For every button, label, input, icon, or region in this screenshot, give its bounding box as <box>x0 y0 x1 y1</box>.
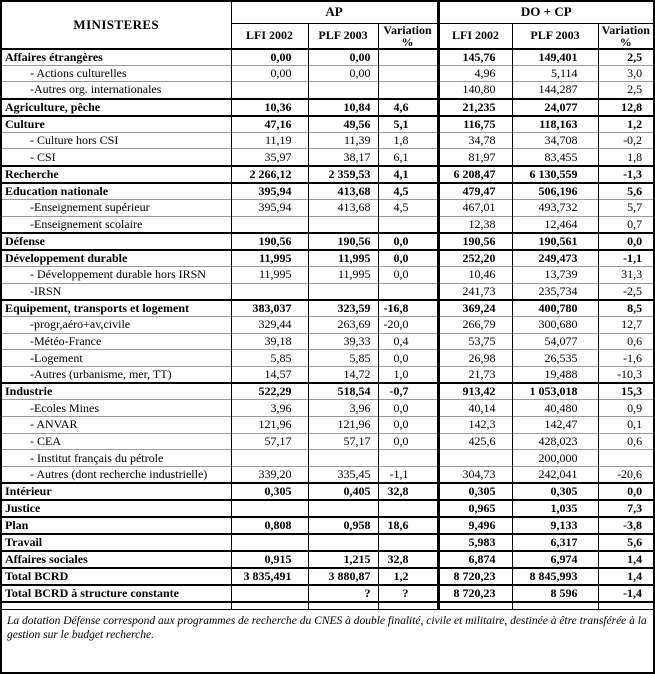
cell-do-variation: 0,6 <box>598 333 653 350</box>
cell-do-variation: 0,7 <box>598 216 653 233</box>
group-header-row <box>2 2 653 23</box>
table-row <box>2 367 653 384</box>
cell-do-plf-2003: 1 053,018 <box>512 383 598 400</box>
cell-do-lfi-2002: 9,496 <box>438 517 512 534</box>
cell-ap-plf-2003: 263,69 <box>308 316 378 333</box>
table-row <box>2 199 653 216</box>
cell-ap-plf-2003: 0,00 <box>308 65 378 82</box>
cell-ap-variation: -0,7 <box>378 383 438 400</box>
row-label: - CSI <box>2 149 231 166</box>
cell-do-plf-2003: 506,196 <box>512 183 598 200</box>
cell-ap-lfi-2002: 522,29 <box>231 383 308 400</box>
cell-do-lfi-2002: 40,14 <box>438 400 512 417</box>
cell-do-plf-2003: 149,401 <box>512 49 598 66</box>
cell-do-lfi-2002: 26,98 <box>438 350 512 367</box>
cell-ap-plf-2003: 2 359,53 <box>308 166 378 183</box>
cell-do-variation: 2,5 <box>598 82 653 99</box>
cell-do-variation: -2,5 <box>598 283 653 300</box>
cell-ap-plf-2003: 413,68 <box>308 183 378 200</box>
cell-do-variation: -0,2 <box>598 132 653 149</box>
table-row <box>2 585 653 602</box>
table-row <box>2 266 653 283</box>
cell-do-lfi-2002: 8 720,23 <box>438 568 512 585</box>
row-label: -Logement <box>2 350 231 367</box>
cell-do-lfi-2002: 21,73 <box>438 367 512 384</box>
cell-do-plf-2003: 428,023 <box>512 433 598 450</box>
cell-do-variation: -1,4 <box>598 585 653 602</box>
cell-ap-lfi-2002: 0,915 <box>231 551 308 568</box>
spacer-cell <box>2 602 231 609</box>
cell-ap-lfi-2002 <box>231 585 308 602</box>
cell-do-plf-2003: 24,077 <box>512 99 598 116</box>
table-row <box>2 82 653 99</box>
cell-do-plf-2003: 83,455 <box>512 149 598 166</box>
cell-ap-variation <box>378 216 438 233</box>
table-row <box>2 183 653 200</box>
col-header-do-plf-2003: PLF 2003 <box>512 23 598 49</box>
spacer-cell <box>378 602 438 609</box>
cell-ap-lfi-2002: 5,85 <box>231 350 308 367</box>
cell-do-lfi-2002: 6 208,47 <box>438 166 512 183</box>
cell-ap-variation: -16,8 <box>378 300 438 317</box>
table-row <box>2 534 653 551</box>
cell-do-variation: 0,9 <box>598 400 653 417</box>
cell-ap-lfi-2002 <box>231 216 308 233</box>
cell-ap-variation: 1,2 <box>378 568 438 585</box>
cell-do-plf-2003: 1,035 <box>512 500 598 517</box>
cell-ap-variation <box>378 82 438 99</box>
cell-ap-plf-2003: 190,56 <box>308 233 378 250</box>
cell-ap-plf-2003 <box>308 450 378 467</box>
cell-do-lfi-2002: 81,97 <box>438 149 512 166</box>
cell-do-plf-2003: 8 596 <box>512 585 598 602</box>
cell-ap-lfi-2002: 35,97 <box>231 149 308 166</box>
row-label: - Développement durable hors IRSN <box>2 266 231 283</box>
cell-ap-plf-2003: 39,33 <box>308 333 378 350</box>
cell-ap-plf-2003: 11,995 <box>308 250 378 267</box>
cell-do-variation <box>598 450 653 467</box>
col-group-do-cp: DO + CP <box>438 2 653 23</box>
row-label: Travail <box>2 534 231 551</box>
table-row <box>2 333 653 350</box>
spacer-row <box>2 602 653 609</box>
cell-ap-lfi-2002 <box>231 82 308 99</box>
percent-label: % <box>401 34 414 49</box>
cell-do-plf-2003: 40,480 <box>512 400 598 417</box>
cell-do-variation: 5,7 <box>598 199 653 216</box>
cell-ap-lfi-2002: 190,56 <box>231 233 308 250</box>
cell-do-lfi-2002: 304,73 <box>438 467 512 484</box>
table-row <box>2 568 653 585</box>
cell-ap-plf-2003: 1,215 <box>308 551 378 568</box>
col-group-ap: AP <box>231 2 438 23</box>
cell-ap-lfi-2002: 11,995 <box>231 250 308 267</box>
row-label: Total BCRD à structure constante <box>2 585 231 602</box>
cell-ap-variation: 0,0 <box>378 400 438 417</box>
cell-do-lfi-2002: 6,874 <box>438 551 512 568</box>
cell-do-lfi-2002: 21,235 <box>438 99 512 116</box>
cell-do-lfi-2002: 467,01 <box>438 199 512 216</box>
cell-ap-variation: 32,8 <box>378 551 438 568</box>
table-row <box>2 316 653 333</box>
cell-do-lfi-2002: 190,56 <box>438 233 512 250</box>
col-header-do-lfi-2002: LFI 2002 <box>438 23 512 49</box>
cell-ap-variation <box>378 450 438 467</box>
cell-ap-plf-2003: 49,56 <box>308 116 378 133</box>
row-label: - Autres (dont recherche industrielle) <box>2 467 231 484</box>
cell-do-variation: 1,4 <box>598 551 653 568</box>
spacer-cell <box>438 602 512 609</box>
spacer-cell <box>512 602 598 609</box>
table-row <box>2 383 653 400</box>
spacer-cell <box>231 602 308 609</box>
row-label: Affaires étrangères <box>2 49 231 66</box>
cell-do-lfi-2002: 12,38 <box>438 216 512 233</box>
cell-do-plf-2003: 300,680 <box>512 316 598 333</box>
cell-do-plf-2003: 13,739 <box>512 266 598 283</box>
cell-ap-variation: 1,0 <box>378 367 438 384</box>
table-row <box>2 551 653 568</box>
table-row <box>2 433 653 450</box>
cell-ap-variation: ? <box>378 585 438 602</box>
cell-do-plf-2003: 400,780 <box>512 300 598 317</box>
cell-do-variation: 5,6 <box>598 534 653 551</box>
row-label: Total BCRD <box>2 568 231 585</box>
row-label: Défense <box>2 233 231 250</box>
cell-do-variation: 1,2 <box>598 116 653 133</box>
cell-do-variation: -10,3 <box>598 367 653 384</box>
table-row <box>2 149 653 166</box>
row-label: Recherche <box>2 166 231 183</box>
cell-do-plf-2003: 493,732 <box>512 199 598 216</box>
table-body <box>2 49 653 610</box>
cell-ap-plf-2003: 121,96 <box>308 417 378 434</box>
cell-ap-plf-2003: 0,958 <box>308 517 378 534</box>
cell-do-variation: 3,0 <box>598 65 653 82</box>
cell-do-plf-2003: 0,305 <box>512 483 598 500</box>
cell-do-variation: 8,5 <box>598 300 653 317</box>
col-header-ap-plf-2003: PLF 2003 <box>308 23 378 49</box>
cell-ap-plf-2003: 518,54 <box>308 383 378 400</box>
col-header-ministeres: MINISTERES <box>2 2 231 49</box>
cell-ap-plf-2003: 0,00 <box>308 49 378 66</box>
cell-ap-variation: 1,8 <box>378 132 438 149</box>
table-row <box>2 233 653 250</box>
cell-do-plf-2003: 142,47 <box>512 417 598 434</box>
row-label: -IRSN <box>2 283 231 300</box>
cell-ap-plf-2003 <box>308 216 378 233</box>
spacer-cell <box>598 602 653 609</box>
row-label: Justice <box>2 500 231 517</box>
cell-ap-lfi-2002: 2 266,12 <box>231 166 308 183</box>
cell-do-variation: 12,7 <box>598 316 653 333</box>
cell-ap-lfi-2002 <box>231 500 308 517</box>
cell-do-plf-2003: 26,535 <box>512 350 598 367</box>
budget-table <box>2 2 653 609</box>
cell-do-plf-2003: 6,317 <box>512 534 598 551</box>
cell-ap-variation <box>378 500 438 517</box>
cell-ap-variation: 0,0 <box>378 250 438 267</box>
cell-do-plf-2003: 242,041 <box>512 467 598 484</box>
table-row <box>2 500 653 517</box>
row-label: - Culture hors CSI <box>2 132 231 149</box>
cell-ap-lfi-2002: 121,96 <box>231 417 308 434</box>
cell-do-plf-2003: 6 130,559 <box>512 166 598 183</box>
cell-do-plf-2003: 118,163 <box>512 116 598 133</box>
table-row <box>2 400 653 417</box>
cell-ap-plf-2003: 335,45 <box>308 467 378 484</box>
cell-ap-variation: 18,6 <box>378 517 438 534</box>
footnote: La dotation Défense correspond aux programmes de recherche du CNES à double finalité, civile et militaire, destinée à être transférée à la gestion sur le budget recherche. <box>2 609 653 645</box>
cell-ap-lfi-2002: 395,94 <box>231 199 308 216</box>
cell-do-plf-2003: 144,287 <box>512 82 598 99</box>
row-label: Intérieur <box>2 483 231 500</box>
col-header-ap-lfi-2002: LFI 2002 <box>231 23 308 49</box>
cell-ap-lfi-2002: 395,94 <box>231 183 308 200</box>
cell-do-lfi-2002: 0,305 <box>438 483 512 500</box>
cell-ap-plf-2003: ? <box>308 585 378 602</box>
cell-ap-lfi-2002: 3 835,491 <box>231 568 308 585</box>
row-label: Education nationale <box>2 183 231 200</box>
variation-label: Variation <box>383 23 432 37</box>
cell-do-variation: 2,5 <box>598 49 653 66</box>
cell-ap-lfi-2002: 339,20 <box>231 467 308 484</box>
cell-ap-plf-2003: 14,72 <box>308 367 378 384</box>
cell-ap-plf-2003: 0,405 <box>308 483 378 500</box>
table-row <box>2 467 653 484</box>
cell-ap-plf-2003: 11,995 <box>308 266 378 283</box>
cell-do-plf-2003: 54,077 <box>512 333 598 350</box>
cell-do-variation: 1,8 <box>598 149 653 166</box>
cell-ap-plf-2003: 413,68 <box>308 199 378 216</box>
cell-ap-variation <box>378 49 438 66</box>
cell-ap-lfi-2002 <box>231 450 308 467</box>
cell-ap-lfi-2002: 329,44 <box>231 316 308 333</box>
row-label: Affaires sociales <box>2 551 231 568</box>
table-row <box>2 517 653 534</box>
row-label: -Enseignement scolaire <box>2 216 231 233</box>
row-label: -Météo-France <box>2 333 231 350</box>
cell-do-plf-2003: 249,473 <box>512 250 598 267</box>
cell-do-variation: -1,1 <box>598 250 653 267</box>
cell-ap-plf-2003 <box>308 82 378 99</box>
cell-ap-variation <box>378 65 438 82</box>
cell-ap-plf-2003: 11,39 <box>308 132 378 149</box>
cell-do-lfi-2002: 252,20 <box>438 250 512 267</box>
cell-ap-variation: 4,5 <box>378 199 438 216</box>
cell-ap-lfi-2002: 39,18 <box>231 333 308 350</box>
cell-ap-lfi-2002: 47,16 <box>231 116 308 133</box>
cell-do-variation: 1,4 <box>598 568 653 585</box>
cell-do-lfi-2002: 5,983 <box>438 534 512 551</box>
cell-do-plf-2003: 9,133 <box>512 517 598 534</box>
cell-do-lfi-2002: 53,75 <box>438 333 512 350</box>
cell-do-plf-2003: 19,488 <box>512 367 598 384</box>
cell-ap-plf-2003: 38,17 <box>308 149 378 166</box>
cell-do-lfi-2002: 266,79 <box>438 316 512 333</box>
cell-ap-variation: 32,8 <box>378 483 438 500</box>
table-row <box>2 283 653 300</box>
row-label: - ANVAR <box>2 417 231 434</box>
cell-do-lfi-2002: 142,3 <box>438 417 512 434</box>
cell-do-variation: -3,8 <box>598 517 653 534</box>
cell-ap-variation <box>378 283 438 300</box>
table-row <box>2 99 653 116</box>
cell-do-plf-2003: 34,708 <box>512 132 598 149</box>
col-header-ap-variation <box>378 23 438 49</box>
cell-ap-variation: 0,0 <box>378 233 438 250</box>
row-label: -Autres (urbanisme, mer, TT) <box>2 367 231 384</box>
table-row <box>2 300 653 317</box>
row-label: Développement durable <box>2 250 231 267</box>
cell-do-plf-2003: 8 845,993 <box>512 568 598 585</box>
cell-do-variation: 0,6 <box>598 433 653 450</box>
cell-ap-lfi-2002: 383,037 <box>231 300 308 317</box>
cell-do-variation: 31,3 <box>598 266 653 283</box>
cell-ap-lfi-2002: 11,19 <box>231 132 308 149</box>
row-label: - CEA <box>2 433 231 450</box>
cell-do-lfi-2002: 913,42 <box>438 383 512 400</box>
cell-do-lfi-2002: 4,96 <box>438 65 512 82</box>
cell-ap-plf-2003: 10,84 <box>308 99 378 116</box>
cell-ap-lfi-2002: 10,36 <box>231 99 308 116</box>
cell-ap-lfi-2002: 57,17 <box>231 433 308 450</box>
cell-do-lfi-2002: 425,6 <box>438 433 512 450</box>
table-row <box>2 417 653 434</box>
cell-ap-lfi-2002 <box>231 283 308 300</box>
cell-ap-plf-2003: 323,59 <box>308 300 378 317</box>
cell-ap-variation: 0,4 <box>378 333 438 350</box>
cell-do-variation: 0,0 <box>598 483 653 500</box>
cell-ap-plf-2003 <box>308 283 378 300</box>
cell-ap-variation: 6,1 <box>378 149 438 166</box>
cell-ap-variation: 0,0 <box>378 350 438 367</box>
row-label: Culture <box>2 116 231 133</box>
cell-do-variation: 12,8 <box>598 99 653 116</box>
table-row <box>2 166 653 183</box>
col-header-do-variation <box>598 23 653 49</box>
table-row <box>2 450 653 467</box>
cell-do-plf-2003: 12,464 <box>512 216 598 233</box>
cell-ap-lfi-2002: 3,96 <box>231 400 308 417</box>
cell-ap-variation: -1,1 <box>378 467 438 484</box>
cell-ap-variation: 5,1 <box>378 116 438 133</box>
cell-do-variation: 0,0 <box>598 233 653 250</box>
cell-ap-lfi-2002: 14,57 <box>231 367 308 384</box>
cell-ap-variation: 4,1 <box>378 166 438 183</box>
row-label: Agriculture, pêche <box>2 99 231 116</box>
table-row <box>2 483 653 500</box>
cell-ap-plf-2003: 3,96 <box>308 400 378 417</box>
cell-do-plf-2003: 6,974 <box>512 551 598 568</box>
cell-ap-variation: 0,0 <box>378 266 438 283</box>
table-row <box>2 250 653 267</box>
table-row <box>2 116 653 133</box>
cell-ap-plf-2003: 3 880,87 <box>308 568 378 585</box>
cell-do-variation: 0,1 <box>598 417 653 434</box>
cell-do-lfi-2002: 34,78 <box>438 132 512 149</box>
cell-ap-lfi-2002: 0,305 <box>231 483 308 500</box>
cell-ap-variation: 0,0 <box>378 433 438 450</box>
cell-ap-variation: 0,0 <box>378 417 438 434</box>
percent-label: % <box>619 34 632 49</box>
cell-do-lfi-2002: 479,47 <box>438 183 512 200</box>
cell-ap-variation: 4,5 <box>378 183 438 200</box>
row-label: - Institut français du pétrole <box>2 450 231 467</box>
row-label: - Actions culturelles <box>2 65 231 82</box>
table-header <box>2 2 653 49</box>
table-row <box>2 49 653 66</box>
cell-do-variation: -20,6 <box>598 467 653 484</box>
cell-do-lfi-2002: 145,76 <box>438 49 512 66</box>
row-label: Plan <box>2 517 231 534</box>
cell-do-variation: -1,6 <box>598 350 653 367</box>
cell-ap-lfi-2002: 0,00 <box>231 49 308 66</box>
row-label: -Autres org. internationales <box>2 82 231 99</box>
cell-do-plf-2003: 190,561 <box>512 233 598 250</box>
cell-do-variation: -1,3 <box>598 166 653 183</box>
row-label: -Ecoles Mines <box>2 400 231 417</box>
cell-ap-plf-2003: 5,85 <box>308 350 378 367</box>
cell-do-plf-2003: 5,114 <box>512 65 598 82</box>
cell-ap-plf-2003 <box>308 534 378 551</box>
cell-ap-lfi-2002 <box>231 534 308 551</box>
cell-ap-plf-2003: 57,17 <box>308 433 378 450</box>
cell-do-lfi-2002: 116,75 <box>438 116 512 133</box>
cell-do-variation: 5,6 <box>598 183 653 200</box>
cell-do-lfi-2002 <box>438 450 512 467</box>
cell-do-variation: 7,3 <box>598 500 653 517</box>
table-row <box>2 350 653 367</box>
table-row <box>2 65 653 82</box>
cell-do-lfi-2002: 241,73 <box>438 283 512 300</box>
cell-do-plf-2003: 200,000 <box>512 450 598 467</box>
cell-do-variation: 15,3 <box>598 383 653 400</box>
variation-label: Variation <box>601 23 650 37</box>
row-label: Equipement, transports et logement <box>2 300 231 317</box>
cell-ap-variation <box>378 534 438 551</box>
cell-do-lfi-2002: 0,965 <box>438 500 512 517</box>
table-row <box>2 216 653 233</box>
cell-ap-variation: 4,6 <box>378 99 438 116</box>
table-row <box>2 132 653 149</box>
cell-ap-plf-2003 <box>308 500 378 517</box>
cell-do-lfi-2002: 8 720,23 <box>438 585 512 602</box>
cell-do-plf-2003: 235,734 <box>512 283 598 300</box>
cell-do-lfi-2002: 140,80 <box>438 82 512 99</box>
cell-ap-lfi-2002: 11,995 <box>231 266 308 283</box>
cell-do-lfi-2002: 369,24 <box>438 300 512 317</box>
cell-do-lfi-2002: 10,46 <box>438 266 512 283</box>
row-label: Industrie <box>2 383 231 400</box>
row-label: -Enseignement supérieur <box>2 199 231 216</box>
cell-ap-lfi-2002: 0,00 <box>231 65 308 82</box>
spacer-cell <box>308 602 378 609</box>
cell-ap-lfi-2002: 0,808 <box>231 517 308 534</box>
cell-ap-variation: -20,0 <box>378 316 438 333</box>
row-label: -progr,aéro+av,civile <box>2 316 231 333</box>
